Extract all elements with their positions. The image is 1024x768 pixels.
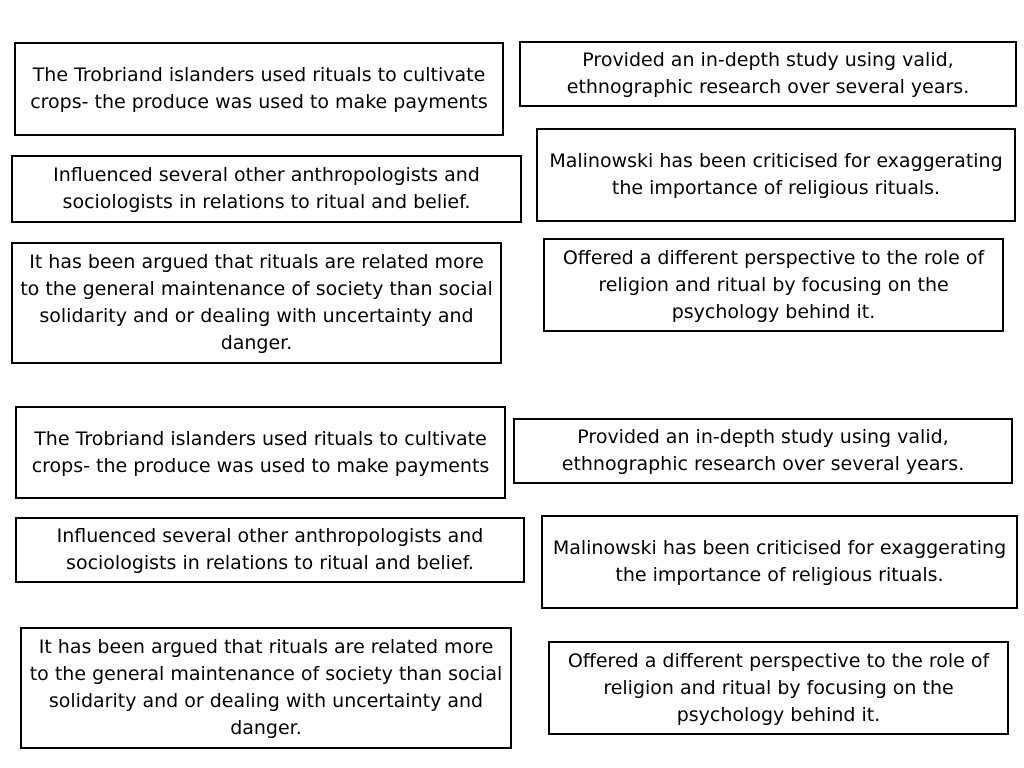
card-text: Influenced several other anthropologists and sociologists in relations to ritual and belief.: [53, 164, 480, 213]
card-text: Provided an in-depth study using valid, ethnographic research over several years.: [561, 426, 965, 475]
card-trobriand-rituals: [15, 406, 506, 499]
card-text: Offered a different perspective to the role of religion and ritual by focusing on the psychology behind it.: [567, 649, 990, 726]
card-text: The Trobriand islanders used rituals to cultivate crops- the produce was used to make payments: [30, 64, 488, 113]
card-rituals-maintenance: [20, 627, 512, 749]
card-psychology-perspective: [548, 641, 1009, 735]
card-influenced-others: [15, 517, 525, 583]
card-text: Influenced several other anthropologists and sociologists in relations to ritual and belief.: [56, 525, 484, 574]
card-rituals-maintenance: [11, 242, 502, 364]
card-text: Malinowski has been criticised for exaggerating the importance of religious rituals.: [552, 537, 1007, 586]
card-text: Malinowski has been criticised for exaggerating the importance of religious rituals.: [549, 150, 1003, 199]
card-in-depth-study: [519, 41, 1017, 107]
card-text: It has been argued that rituals are related more to the general maintenance of society than social solidarity and or dealing with uncertainty and danger.: [20, 251, 493, 354]
card-text: It has been argued that rituals are related more to the general maintenance of society than social solidarity and or dealing with uncertainty and danger.: [29, 636, 503, 739]
card-trobriand-rituals: [14, 42, 504, 136]
card-malinowski-criticised: [536, 128, 1016, 222]
card-text: Provided an in-depth study using valid, ethnographic research over several years.: [566, 49, 970, 98]
card-malinowski-criticised: [541, 515, 1018, 609]
card-influenced-others: [11, 155, 522, 223]
card-text: Offered a different perspective to the role of religion and ritual by focusing on the psychology behind it.: [562, 246, 985, 323]
card-in-depth-study: [513, 418, 1013, 484]
card-text: The Trobriand islanders used rituals to cultivate crops- the produce was used to make payments: [31, 427, 490, 477]
card-psychology-perspective: [543, 238, 1004, 332]
